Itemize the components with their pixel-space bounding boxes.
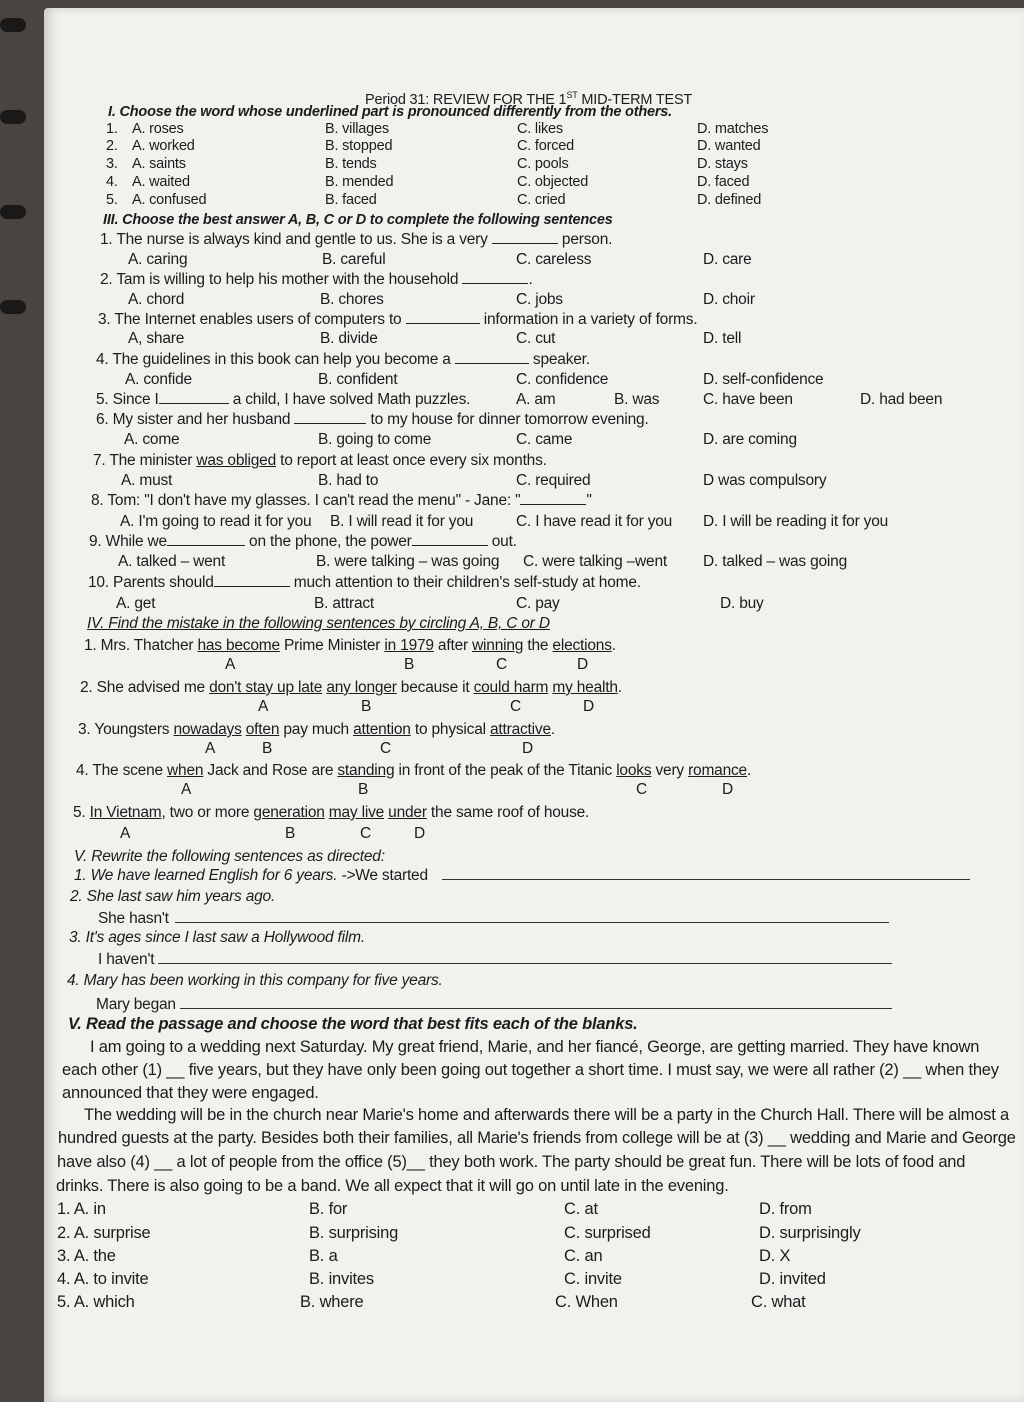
option: D. talked – was going <box>703 553 847 570</box>
choice-letter[interactable]: A <box>225 656 236 673</box>
question-stem: 5. Since I a child, I have solved Math puzzles. <box>96 391 471 408</box>
option: D. had been <box>860 391 943 408</box>
question-stem: 3. The Internet enables users of computers to information in a variety of forms. <box>98 311 698 328</box>
passage-line: drinks. There is also going to be a band. We all expect that it will go on until late in the evening. <box>56 1177 729 1195</box>
option: A. confide <box>125 371 192 388</box>
question-stem: 1. The nurse is always kind and gentle to us. She is a very person. <box>100 231 613 248</box>
option: B. were talking – was going <box>316 553 500 570</box>
passage-line: I am going to a wedding next Saturday. My great friend, Marie, and her fiancé, George, are getting married. They have known <box>90 1038 980 1056</box>
choice-letter[interactable]: B <box>285 825 296 842</box>
option: B. had to <box>318 472 379 489</box>
question-stem: 10. Parents should much attention to their children's self-study at home. <box>88 574 641 591</box>
option: D. tell <box>703 330 742 347</box>
choice-letter[interactable]: B <box>361 698 372 715</box>
option: B. going to come <box>318 431 432 448</box>
choice-letter[interactable]: A <box>120 825 131 842</box>
option: C. I have read it for you <box>516 513 673 530</box>
option: D. care <box>703 251 752 268</box>
passage-line: hundred guests at the party. Besides both their families, all Marie's friends from college will be at (3) __ wedding and Marie and George <box>58 1129 1016 1147</box>
option: C. confidence <box>516 371 609 388</box>
rewrite-item: 4. Mary has been working in this company for five years. <box>67 972 443 989</box>
choice-letter[interactable]: D <box>414 825 426 842</box>
option: B. I will read it for you <box>330 513 474 530</box>
option: A, share <box>128 330 185 347</box>
passage-line: each other (1) __ five years, but they have only been going out together a short time. I must say, we were all rather (2) __ when they <box>62 1061 999 1079</box>
page-title: Period 31: REVIEW FOR THE 1ST MID-TERM TEST <box>365 90 693 108</box>
option: A. talked – went <box>118 553 226 570</box>
option: C. required <box>516 472 591 489</box>
question-stem: 2. Tam is willing to help his mother with the household . <box>100 271 533 288</box>
answer-line[interactable] <box>442 879 970 880</box>
choice-letter[interactable]: B <box>358 781 369 798</box>
option: C. careless <box>516 251 592 268</box>
question-stem: 7. The minister was obliged to report at least once every six months. <box>93 452 547 469</box>
section-3-heading: III. Choose the best answer A, B, C or D to complete the following sentences <box>103 212 613 228</box>
choice-letter[interactable]: C <box>360 825 372 842</box>
passage-line: announced that they were engaged. <box>62 1084 319 1102</box>
choice-letter[interactable]: A <box>205 740 216 757</box>
choice-letter[interactable]: C <box>636 781 648 798</box>
answer-line[interactable] <box>158 963 892 964</box>
mistake-sentence: 5. In Vietnam, two or more generation may live under the same roof of house. <box>73 804 590 821</box>
question-stem: 8. Tom: "I don't have my glasses. I can't read the menu" - Jane: " " <box>91 492 592 509</box>
binder-ring <box>0 110 26 124</box>
option: D. I will be reading it for you <box>703 513 889 530</box>
passage-line: The wedding will be in the church near Marie's home and afterwards there will be a party in the Church Hall. There will be almost a <box>84 1106 1009 1124</box>
question-stem: 9. While we on the phone, the power out. <box>89 533 517 550</box>
passage-line: have also (4) __ a lot of people from the office (5)__ they both work. The party should be great fun. There will be lots of food and <box>57 1153 966 1171</box>
option: D. choir <box>703 291 755 308</box>
option: D. self-confidence <box>703 371 824 388</box>
option: B. attract <box>314 595 375 612</box>
rewrite-lead: Mary began <box>96 996 176 1013</box>
option: A. am <box>516 391 556 408</box>
option: B. confident <box>318 371 398 388</box>
option: B. chores <box>320 291 384 308</box>
mistake-sentence: 1. Mrs. Thatcher has become Prime Minister in 1979 after winning the elections. <box>84 637 616 654</box>
rewrite-lead: She hasn't <box>98 910 169 927</box>
option: C. have been <box>703 391 793 408</box>
binder-ring <box>0 300 26 314</box>
question-stem: 6. My sister and her husband to my house for dinner tomorrow evening. <box>96 411 649 428</box>
choice-letter[interactable]: D <box>577 656 589 673</box>
choice-letter[interactable]: A <box>258 698 269 715</box>
option: C. came <box>516 431 573 448</box>
answer-line[interactable] <box>180 1008 892 1009</box>
rewrite-item: 3. It's ages since I last saw a Hollywood film. <box>69 929 365 946</box>
option: B. was <box>614 391 660 408</box>
section-4-heading: IV. Find the mistake in the following sentences by circling A, B, C or D <box>87 615 550 632</box>
choice-letter[interactable]: B <box>404 656 415 673</box>
section-1-heading: I. Choose the word whose underlined part is pronounced differently from the others. <box>108 104 672 120</box>
option: B. careful <box>322 251 386 268</box>
choice-letter[interactable]: B <box>262 740 273 757</box>
option: B. divide <box>320 330 378 347</box>
choice-letter[interactable]: C <box>496 656 508 673</box>
section-5-reading-heading: V. Read the passage and choose the word that best fits each of the blanks. <box>68 1015 638 1033</box>
binder-ring <box>0 18 26 32</box>
rewrite-lead: I haven't <box>98 951 155 968</box>
choice-letter[interactable]: D <box>583 698 595 715</box>
option: D. buy <box>720 595 764 612</box>
choice-letter[interactable]: C <box>510 698 522 715</box>
choice-letter[interactable]: D <box>522 740 534 757</box>
answer-line[interactable] <box>175 922 889 923</box>
choice-letter[interactable]: C <box>380 740 392 757</box>
rewrite-item: 1. We have learned English for 6 years. ->We started <box>74 867 428 884</box>
choice-letter[interactable]: D <box>722 781 734 798</box>
question-stem: 4. The guidelines in this book can help you become a speaker. <box>96 351 590 368</box>
option: D was compulsory <box>703 472 827 489</box>
option: C. were talking –went <box>523 553 667 570</box>
option: A. get <box>116 595 156 612</box>
mistake-sentence: 4. The scene when Jack and Rose are standing in front of the peak of the Titanic looks very romance. <box>76 762 752 779</box>
option: C. jobs <box>516 291 563 308</box>
choice-letter[interactable]: A <box>181 781 192 798</box>
option: C. cut <box>516 330 556 347</box>
option: A. come <box>124 431 180 448</box>
option: A. I'm going to read it for you <box>120 513 312 530</box>
option: A. chord <box>128 291 185 308</box>
mistake-sentence: 2. She advised me don't stay up late any longer because it could harm my health. <box>80 679 622 696</box>
option: A. caring <box>128 251 188 268</box>
binder-ring <box>0 205 26 219</box>
rewrite-item: 2. She last saw him years ago. <box>70 888 276 905</box>
option: D. are coming <box>703 431 797 448</box>
option: A. must <box>121 472 173 489</box>
option: C. pay <box>516 595 560 612</box>
mistake-sentence: 3. Youngsters nowadays often pay much attention to physical attractive. <box>78 721 555 738</box>
section-5-rewrite-heading: V. Rewrite the following sentences as directed: <box>74 848 385 865</box>
